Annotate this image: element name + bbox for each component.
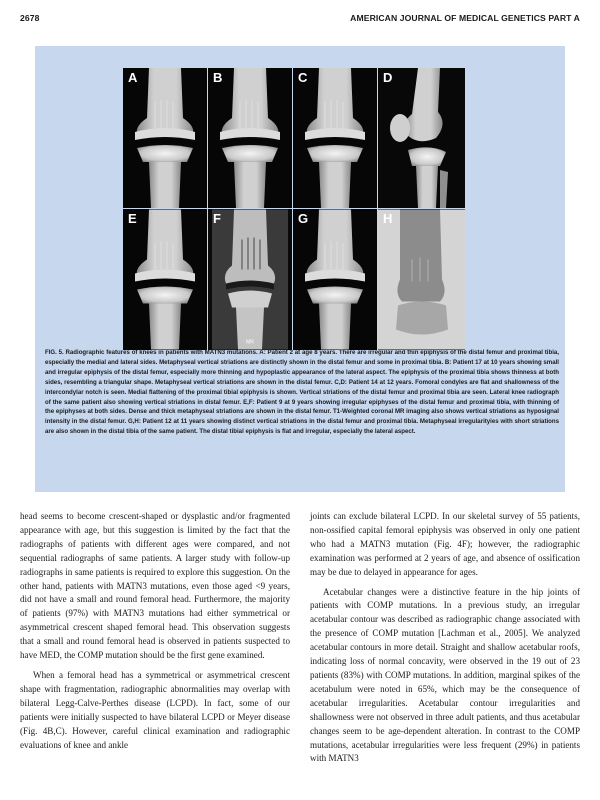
panel-e — [123, 209, 207, 350]
journal-title: AMERICAN JOURNAL OF MEDICAL GENETICS PART A — [350, 13, 580, 23]
panel-label: E — [128, 211, 137, 226]
ankle-radiograph-image — [378, 209, 465, 350]
paragraph: joints can exclude bilateral LCPD. In our skeletal survey of 55 patients, non-ossified capital femoral epiphysis was observed in only one patient who had a MATN3 mutation (Fig. 4F); however, the radiographic examination was performed at 2 years of age, and absence of ossification may be due to delayed in appearance for ages. — [310, 511, 580, 577]
panel-label: A — [128, 70, 138, 85]
lateral-knee-radiograph-image — [378, 68, 465, 208]
paragraph: When a femoral head has a symmetrical or asymmetrical crescent shape with fragmentation, radiographic abnormalities may overlap with bilateral Legg-Calve-Perthes disease (LCPD). In fact, some of our patients were initially suspected to have bilateral LCPD or Meyer disease (Fig. 4B,C). However, careful clinical examination and radiographic evaluations of knee and ankle — [20, 669, 290, 750]
panel-f — [208, 209, 292, 350]
paragraph: Acetabular changes were a distinctive feature in the hip joints of patients with COMP mutations. In a previous study, an irregular acetabular contour was described as radiographic change associated with the presence of COMP mutation [Lachman et al., 2005]. We analyzed acetabular contours in more detail. Straight and shallow acetabular roofs, indicating loss of normal concavity, were observed in the 19 out of 23 patients (83%) with COMP mutations. In addition, marginal spikes of the acetabulum were noted in 65%, which may be the consequence of acetabular irregularities. Acetabular contour irregularities and shallowness were not observed in three adult patients, and thus acetabular changes seem to be age-dependent alteration. In contrast to the COMP mutations, acetabular irregularities were less frequent (29%) in patients with MATN3 — [310, 586, 580, 764]
panel-b — [208, 68, 292, 208]
knee-radiograph-image — [208, 68, 292, 208]
panel-c — [293, 68, 377, 208]
body-column-right — [310, 510, 580, 766]
figure-5 — [35, 46, 565, 492]
panel-label: B — [213, 70, 223, 85]
knee-radiograph-image — [293, 209, 377, 350]
knee-radiograph-image — [293, 68, 377, 208]
knee-radiograph-image — [123, 209, 207, 350]
page-header — [20, 13, 580, 27]
panel-label: D — [383, 70, 393, 85]
figure-panels — [123, 68, 473, 370]
panel-label: G — [298, 211, 309, 226]
panel-label: C — [298, 70, 308, 85]
panel-label: H — [383, 211, 393, 226]
page-number: 2678 — [20, 13, 40, 23]
panel-d — [378, 68, 465, 208]
panel-a — [123, 68, 207, 208]
panel-g — [293, 209, 377, 350]
body-column-left — [20, 510, 290, 752]
knee-radiograph-image — [123, 68, 207, 208]
panel-label: F — [213, 211, 221, 226]
mri-image — [208, 209, 292, 350]
mri-marker: MR — [246, 339, 254, 346]
paragraph: head seems to become crescent-shaped or dysplastic and/or fragmented appearance with age, but this suggestion is limited by the fact that the radiographs of patients with different ages were compared, and not sequential radiographs of same patients. A larger study with follow-up radiographs in same patients is required to explore this suggestion. On the other hand, patients with MATN3 mutations, even those aged <9 years, did not have a small and round femoral head. Furthermore, the majority of patients (97%) with MATN3 mutations had either symmetrical or asymmetrical crescent shaped femoral head. This observation suggests that a small and round femoral head is observed in patients suspected to have MED, the COMP mutation should be the first gene examined. — [20, 511, 290, 661]
figure-caption: FIG. 5. Radiographic features of knees in patients with MATN3 mutations. A: Patient 2 at age 8 years. There are irregular and thin epiphysis of the distal femur and proximal tibia, especially the medial and lateral sides. Metaphyseal vertical striations are distinctly shown in the distal femur and some in proximal tibia. B: Patient 17 at 10 years showing small and irregular epiphysis of the distal femur, especially more thinning and hypoplastic appearance of the lateral aspect. The epiphysis of the proximal tibia shows thinness at both sides, resembling a triangular shape. Metaphyseal vertical striations are shown in the distal femur. C,D: Patient 14 at 12 years. Fomoral condyles are flat and shallowness of the intercondylar notch is seen. Medial flattening of the proximal tibial epiphysis is shown. Vertical striations of the distal femur and proximal tibia are seen. Lateral knee radiograph of the same patient also showing vertical striations in distal femur. E,F: Patient 9 at 9 years showing irregular epiphyses of the distal femur and proximal tibia, with thinning of the epiphyses at both sides. Dense and thick metaphyseal striations are shown in the distal femur. T1-Weighted coronal MR imaging also shows vertical striations as hyposignal intensity in the distal femur. G,H: Patient 12 at 11 years showing distinct vertical striations in the distal femur and proximal tibia. Metaphyseal irregularityies with short striations are also shown in the distal tibia of the same patient. The distal tibial epiphysis is flat and irregular, especially the lateral aspect. — [45, 349, 559, 436]
panel-h — [378, 209, 465, 350]
